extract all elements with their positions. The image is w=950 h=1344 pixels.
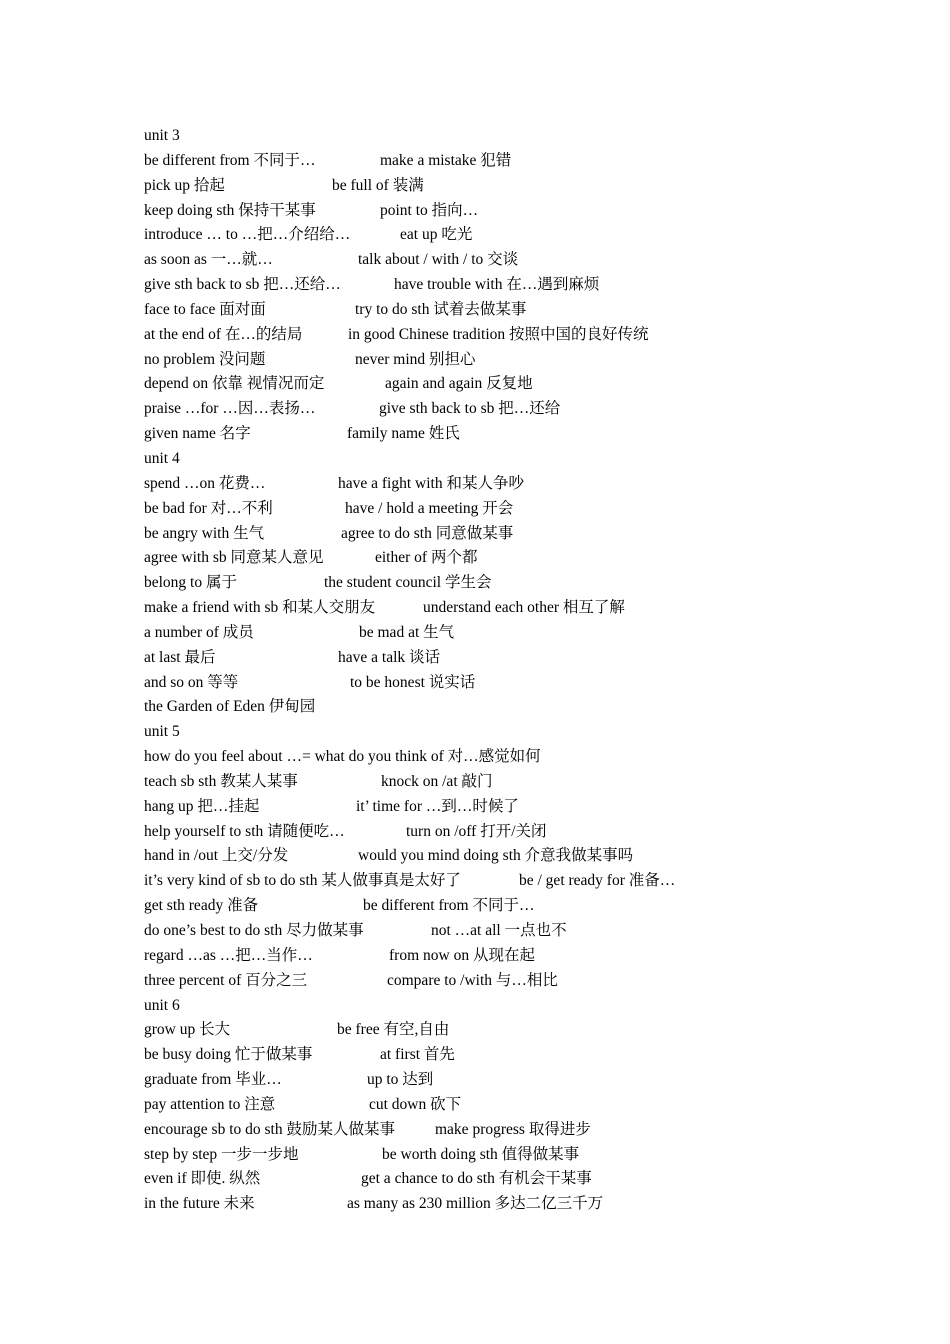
phrase-right: give sth back to sb 把…还给 (379, 400, 561, 418)
phrase-pair-row (144, 894, 924, 919)
phrase-left: face to face 面对面 (144, 300, 266, 318)
phrase-left: praise …for …因…表扬… (144, 400, 316, 418)
phrase-left: depend on 依靠 视情况而定 (144, 375, 325, 393)
phrase-left: agree with sb 同意某人意见 (144, 549, 324, 567)
phrase-right: to be honest 说实话 (350, 673, 476, 691)
phrase-left: help yourself to sth 请随便吃… (144, 822, 345, 840)
phrase-pair-row (144, 522, 924, 547)
phrase-right: again and again 反复地 (385, 375, 533, 393)
phrase-pair-row (144, 223, 924, 248)
phrase-entry: how do you feel about …= what do you think of 对…感觉如何 (144, 748, 541, 766)
phrase-right: at first 首先 (380, 1046, 455, 1064)
phrase-pair-row (144, 770, 924, 795)
phrase-right: as many as 230 million 多达二亿三千万 (347, 1195, 604, 1213)
phrase-left: a number of 成员 (144, 623, 254, 641)
phrase-pair-row (144, 596, 924, 621)
phrase-right: cut down 砍下 (369, 1095, 462, 1113)
unit-heading (144, 447, 924, 472)
phrase-pair-row (144, 1093, 924, 1118)
phrase-left: and so on 等等 (144, 673, 239, 691)
phrase-pair-row (144, 273, 924, 298)
phrase-right: try to do sth 试着去做某事 (355, 300, 527, 318)
phrase-pair-row (144, 546, 924, 571)
phrase-right: either of 两个都 (375, 549, 478, 567)
phrase-pair-row (144, 969, 924, 994)
phrase-pair-row (144, 174, 924, 199)
phrase-left: introduce … to …把…介绍给… (144, 226, 351, 244)
phrase-pair-row (144, 1043, 924, 1068)
phrase-right: eat up 吃光 (400, 226, 473, 244)
phrase-right: understand each other 相互了解 (423, 599, 625, 617)
phrase-right: have trouble with 在…遇到麻烦 (394, 276, 600, 294)
phrase-left: even if 即使. 纵然 (144, 1170, 261, 1188)
phrase-left: at last 最后 (144, 648, 216, 666)
phrase-pair-row (144, 1192, 924, 1217)
phrase-pair-row (144, 1143, 924, 1168)
phrase-right: be free 有空,自由 (337, 1021, 450, 1039)
phrase-left: be different from 不同于… (144, 151, 316, 169)
phrase-pair-row (144, 1018, 924, 1043)
phrase-right: have / hold a meeting 开会 (345, 499, 514, 517)
phrase-right: turn on /off 打开/关闭 (406, 822, 547, 840)
phrase-pair-row (144, 571, 924, 596)
phrase-right: be / get ready for 准备… (519, 872, 676, 890)
phrase-left: keep doing sth 保持干某事 (144, 201, 316, 219)
phrase-pair-row (144, 372, 924, 397)
phrase-left: regard …as …把…当作… (144, 946, 313, 964)
phrase-pair-row (144, 497, 924, 522)
phrase-pair-row (144, 869, 924, 894)
phrase-right: make progress 取得进步 (435, 1120, 591, 1138)
phrase-left: step by step 一步一步地 (144, 1145, 299, 1163)
phrase-right: point to 指向… (380, 201, 479, 219)
phrase-right: be worth doing sth 值得做某事 (382, 1145, 580, 1163)
phrase-left: no problem 没问题 (144, 350, 266, 368)
phrase-right: would you mind doing sth 介意我做某事吗 (358, 847, 634, 865)
phrase-left: at the end of 在…的结局 (144, 325, 303, 343)
phrase-left: three percent of 百分之三 (144, 971, 308, 989)
phrase-right: make a mistake 犯错 (380, 151, 512, 169)
unit-title: unit 6 (144, 996, 180, 1014)
phrase-left: pay attention to 注意 (144, 1095, 276, 1113)
phrase-left: get sth ready 准备 (144, 897, 259, 915)
phrase-pair-row (144, 1118, 924, 1143)
phrase-pair-row (144, 820, 924, 845)
phrase-line (144, 745, 924, 770)
unit-heading (144, 994, 924, 1019)
unit-title: unit 4 (144, 449, 180, 467)
phrase-pair-row (144, 323, 924, 348)
phrase-right: never mind 别担心 (355, 350, 476, 368)
phrase-pair-row (144, 298, 924, 323)
phrase-pair-row (144, 795, 924, 820)
phrase-entry: the Garden of Eden 伊甸园 (144, 698, 316, 716)
phrase-pair-row (144, 1068, 924, 1093)
phrase-left: encourage sb to do sth 鼓励某人做某事 (144, 1120, 395, 1138)
phrase-right: in good Chinese tradition 按照中国的良好传统 (348, 325, 649, 343)
phrase-pair-row (144, 944, 924, 969)
unit-title: unit 3 (144, 127, 180, 144)
unit-heading (144, 124, 924, 149)
phrase-right: be full of 装满 (332, 176, 424, 194)
phrase-right: have a talk 谈话 (338, 648, 441, 666)
phrase-pair-row (144, 646, 924, 671)
phrase-right: up to 达到 (367, 1071, 434, 1089)
phrase-left: make a friend with sb 和某人交朋友 (144, 599, 376, 617)
phrase-right: have a fight with 和某人争吵 (338, 474, 524, 492)
unit-heading (144, 720, 924, 745)
phrase-left: pick up 拾起 (144, 176, 225, 194)
phrase-left: it’s very kind of sb to do sth 某人做事真是太好了 (144, 872, 461, 890)
phrase-right: from now on 从现在起 (389, 946, 535, 964)
phrase-left: graduate from 毕业… (144, 1071, 282, 1089)
phrase-right: talk about / with / to 交谈 (358, 251, 519, 269)
phrase-pair-row (144, 472, 924, 497)
phrase-pair-row (144, 671, 924, 696)
phrase-pair-row (144, 149, 924, 174)
phrase-pair-row (144, 199, 924, 224)
phrase-left: give sth back to sb 把…还给… (144, 276, 341, 294)
phrase-pair-row (144, 1167, 924, 1192)
phrase-left: hand in /out 上交/分发 (144, 847, 289, 865)
phrase-left: in the future 未来 (144, 1195, 255, 1213)
unit-title: unit 5 (144, 723, 180, 741)
phrase-pair-row (144, 422, 924, 447)
phrase-right: agree to do sth 同意做某事 (341, 524, 514, 542)
phrase-left: hang up 把…挂起 (144, 797, 260, 815)
phrase-left: be busy doing 忙于做某事 (144, 1046, 313, 1064)
phrase-right: be different from 不同于… (363, 897, 535, 915)
phrase-pair-row (144, 348, 924, 373)
phrase-pair-row (144, 397, 924, 422)
vocabulary-list (144, 124, 924, 1217)
phrase-left: belong to 属于 (144, 574, 237, 592)
phrase-right: family name 姓氏 (347, 425, 460, 443)
phrase-right: the student council 学生会 (324, 574, 492, 592)
phrase-left: teach sb sth 教某人某事 (144, 772, 298, 790)
phrase-pair-row (144, 919, 924, 944)
phrase-right: be mad at 生气 (359, 623, 455, 641)
phrase-left: be angry with 生气 (144, 524, 265, 542)
phrase-left: as soon as 一…就… (144, 251, 273, 269)
phrase-right: not …at all 一点也不 (431, 922, 567, 939)
phrase-left: spend …on 花费… (144, 474, 266, 492)
phrase-right: get a chance to do sth 有机会干某事 (361, 1170, 592, 1188)
phrase-line (144, 695, 924, 720)
phrase-pair-row (144, 248, 924, 273)
phrase-right: compare to /with 与…相比 (387, 971, 558, 989)
phrase-left: grow up 长大 (144, 1021, 231, 1039)
phrase-right: knock on /at 敲门 (381, 772, 493, 790)
phrase-pair-row (144, 844, 924, 869)
phrase-pair-row (144, 621, 924, 646)
phrase-left: given name 名字 (144, 425, 251, 443)
phrase-left: be bad for 对…不利 (144, 499, 273, 517)
phrase-right: it’ time for …到…时候了 (356, 797, 519, 815)
phrase-left: do one’s best to do sth 尽力做某事 (144, 922, 364, 939)
